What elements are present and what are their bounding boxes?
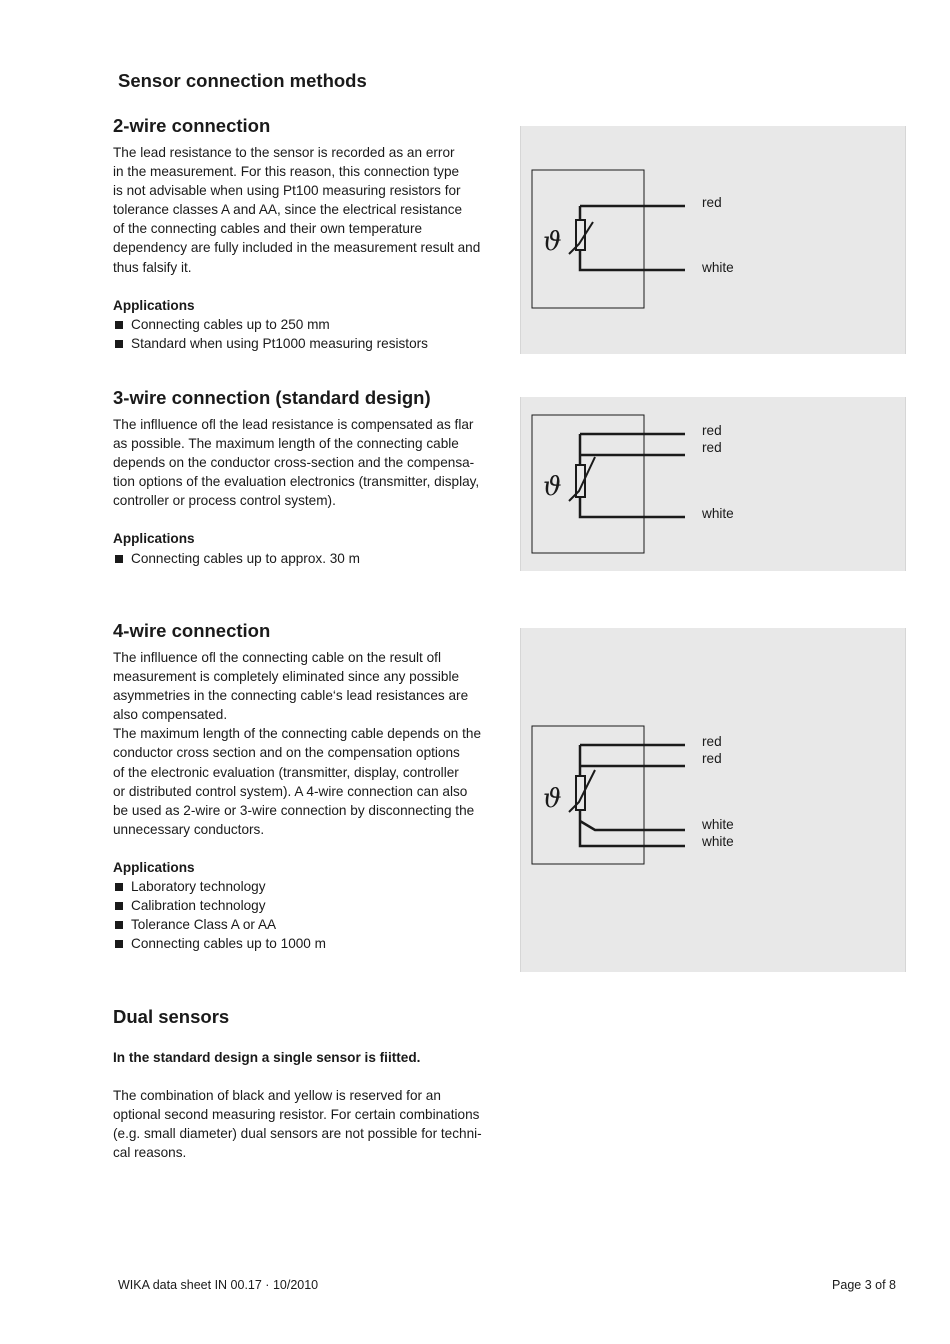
theta-symbol-icon: ϑ bbox=[543, 472, 562, 502]
list-item-text: Tolerance Class A or AA bbox=[131, 917, 277, 933]
bullet-square-icon bbox=[115, 555, 123, 563]
text-line: controller or process control system). bbox=[113, 493, 336, 509]
text-line: tolerance classes A and AA, since the electrical resistance bbox=[113, 202, 463, 218]
applications-list bbox=[113, 549, 505, 568]
section-3-wire bbox=[113, 387, 505, 568]
text-line: is not advisable when using Pt100 measuring resistors for bbox=[113, 183, 461, 199]
bullet-square-icon bbox=[115, 902, 123, 910]
list-item bbox=[113, 877, 505, 896]
text-line: thus falsify it. bbox=[113, 259, 192, 275]
section-dual-sensors bbox=[113, 1006, 505, 1162]
wire-label-white: white bbox=[702, 260, 734, 275]
list-item-text: Connecting cables up to approx. 30 m bbox=[131, 550, 360, 566]
list-item bbox=[113, 334, 505, 353]
applications-list bbox=[113, 315, 505, 353]
text-line: The lead resistance to the sensor is recorded as an error bbox=[113, 145, 455, 160]
list-item bbox=[113, 934, 505, 953]
wire-label-red: red bbox=[702, 423, 722, 438]
bullet-square-icon bbox=[115, 340, 123, 348]
footer-page-number: Page 3 of 8 bbox=[832, 1278, 896, 1292]
wire-paths bbox=[580, 206, 685, 270]
text-line: asymmetries in the connecting cable‘s lead resistances are bbox=[113, 688, 469, 704]
list-item bbox=[113, 896, 505, 915]
text-line: The maximum length of the connecting cable depends on the bbox=[113, 726, 482, 742]
dual-bold-line: In the standard design a single sensor is fiitted. bbox=[113, 1050, 421, 1065]
heading-2-wire: 2-wire connection bbox=[113, 115, 271, 136]
text-line: (e.g. small diameter) dual sensors are not possible for techni- bbox=[113, 1126, 482, 1142]
text-line: also compensated. bbox=[113, 707, 228, 723]
paragraph-3-wire bbox=[113, 415, 505, 510]
text-line: tion options of the evaluation electronics (transmitter, display, bbox=[113, 474, 480, 490]
thermistor-slash bbox=[569, 457, 595, 501]
diagram-4-wire-svg bbox=[521, 628, 905, 972]
bullet-square-icon bbox=[115, 321, 123, 329]
section-4-wire bbox=[113, 620, 505, 953]
wire-paths bbox=[580, 745, 685, 846]
text-line: of the electronic evaluation (transmitter, display, controller bbox=[113, 764, 459, 780]
wire-label-red: red bbox=[702, 734, 722, 749]
bullet-square-icon bbox=[115, 921, 123, 929]
diagram-2-wire bbox=[520, 126, 906, 354]
applications-heading: Applications bbox=[113, 531, 195, 547]
paragraph-dual-sensors bbox=[113, 1086, 505, 1162]
list-item-text: Connecting cables up to 1000 m bbox=[131, 936, 326, 952]
theta-symbol-icon: ϑ bbox=[543, 784, 562, 814]
footer-document-id: WIKA data sheet IN 00.17 · 10/2010 bbox=[118, 1278, 319, 1292]
bullet-square-icon bbox=[115, 940, 123, 948]
text-line: cal reasons. bbox=[113, 1145, 187, 1161]
diagram-3-wire bbox=[520, 397, 906, 571]
text-line: in the measurement. For this reason, this connection type bbox=[113, 164, 460, 180]
text-line: dependency are fully included in the measurement result and bbox=[113, 240, 481, 256]
paragraph-4-wire bbox=[113, 648, 505, 839]
text-line: be used as 2-wire or 3-wire connection by disconnecting the bbox=[113, 802, 475, 818]
list-item-text: Calibration technology bbox=[131, 898, 266, 914]
wire-label-white: white bbox=[702, 817, 734, 832]
diagram-3-wire-svg bbox=[521, 397, 905, 571]
list-item-text: Connecting cables up to 250 mm bbox=[131, 316, 330, 332]
text-line: The inflluence ofl the connecting cable on the result ofl bbox=[113, 650, 441, 665]
wire-label-red: red bbox=[702, 751, 722, 766]
list-item bbox=[113, 315, 505, 334]
wire-label-red: red bbox=[702, 440, 722, 455]
applications-list bbox=[113, 877, 505, 953]
text-line: as possible. The maximum length of the connecting cable bbox=[113, 436, 459, 452]
diagram-2-wire-svg bbox=[521, 126, 905, 354]
diagram-4-wire bbox=[520, 628, 906, 972]
list-item bbox=[113, 549, 505, 568]
wire-paths bbox=[580, 434, 685, 517]
applications-heading: Applications bbox=[113, 297, 195, 313]
page-title: Sensor connection methods bbox=[118, 70, 367, 91]
wire-label-white: white bbox=[702, 506, 734, 521]
text-line: of the connecting cables and their own temperature bbox=[113, 221, 423, 237]
bullet-square-icon bbox=[115, 883, 123, 891]
theta-symbol-icon: ϑ bbox=[543, 227, 562, 257]
text-line: The inflluence ofl the lead resistance is compensated as flar bbox=[113, 417, 474, 432]
text-line: conductor cross section and on the compensation options bbox=[113, 745, 460, 761]
text-line: optional second measuring resistor. For certain combinations bbox=[113, 1107, 480, 1123]
list-item bbox=[113, 915, 505, 934]
heading-dual-sensors: Dual sensors bbox=[113, 1006, 230, 1027]
text-line: or distributed control system). A 4-wire connection can also bbox=[113, 783, 468, 799]
text-line: unnecessary conductors. bbox=[113, 821, 265, 837]
applications-heading: Applications bbox=[113, 859, 195, 875]
paragraph-2-wire bbox=[113, 143, 505, 277]
text-line: depends on the conductor cross-section and the compensa- bbox=[113, 455, 475, 471]
wire-label-white: white bbox=[702, 834, 734, 849]
text-line: measurement is completely eliminated since any possible bbox=[113, 669, 460, 685]
wire-label-red: red bbox=[702, 195, 722, 210]
list-item-text: Laboratory technology bbox=[131, 879, 266, 895]
text-line: The combination of black and yellow is reserved for an bbox=[113, 1088, 441, 1104]
list-item-text: Standard when using Pt1000 measuring resistors bbox=[131, 335, 428, 351]
heading-3-wire: 3-wire connection (standard design) bbox=[113, 387, 431, 408]
section-2-wire bbox=[113, 115, 505, 353]
heading-4-wire: 4-wire connection bbox=[113, 620, 271, 641]
